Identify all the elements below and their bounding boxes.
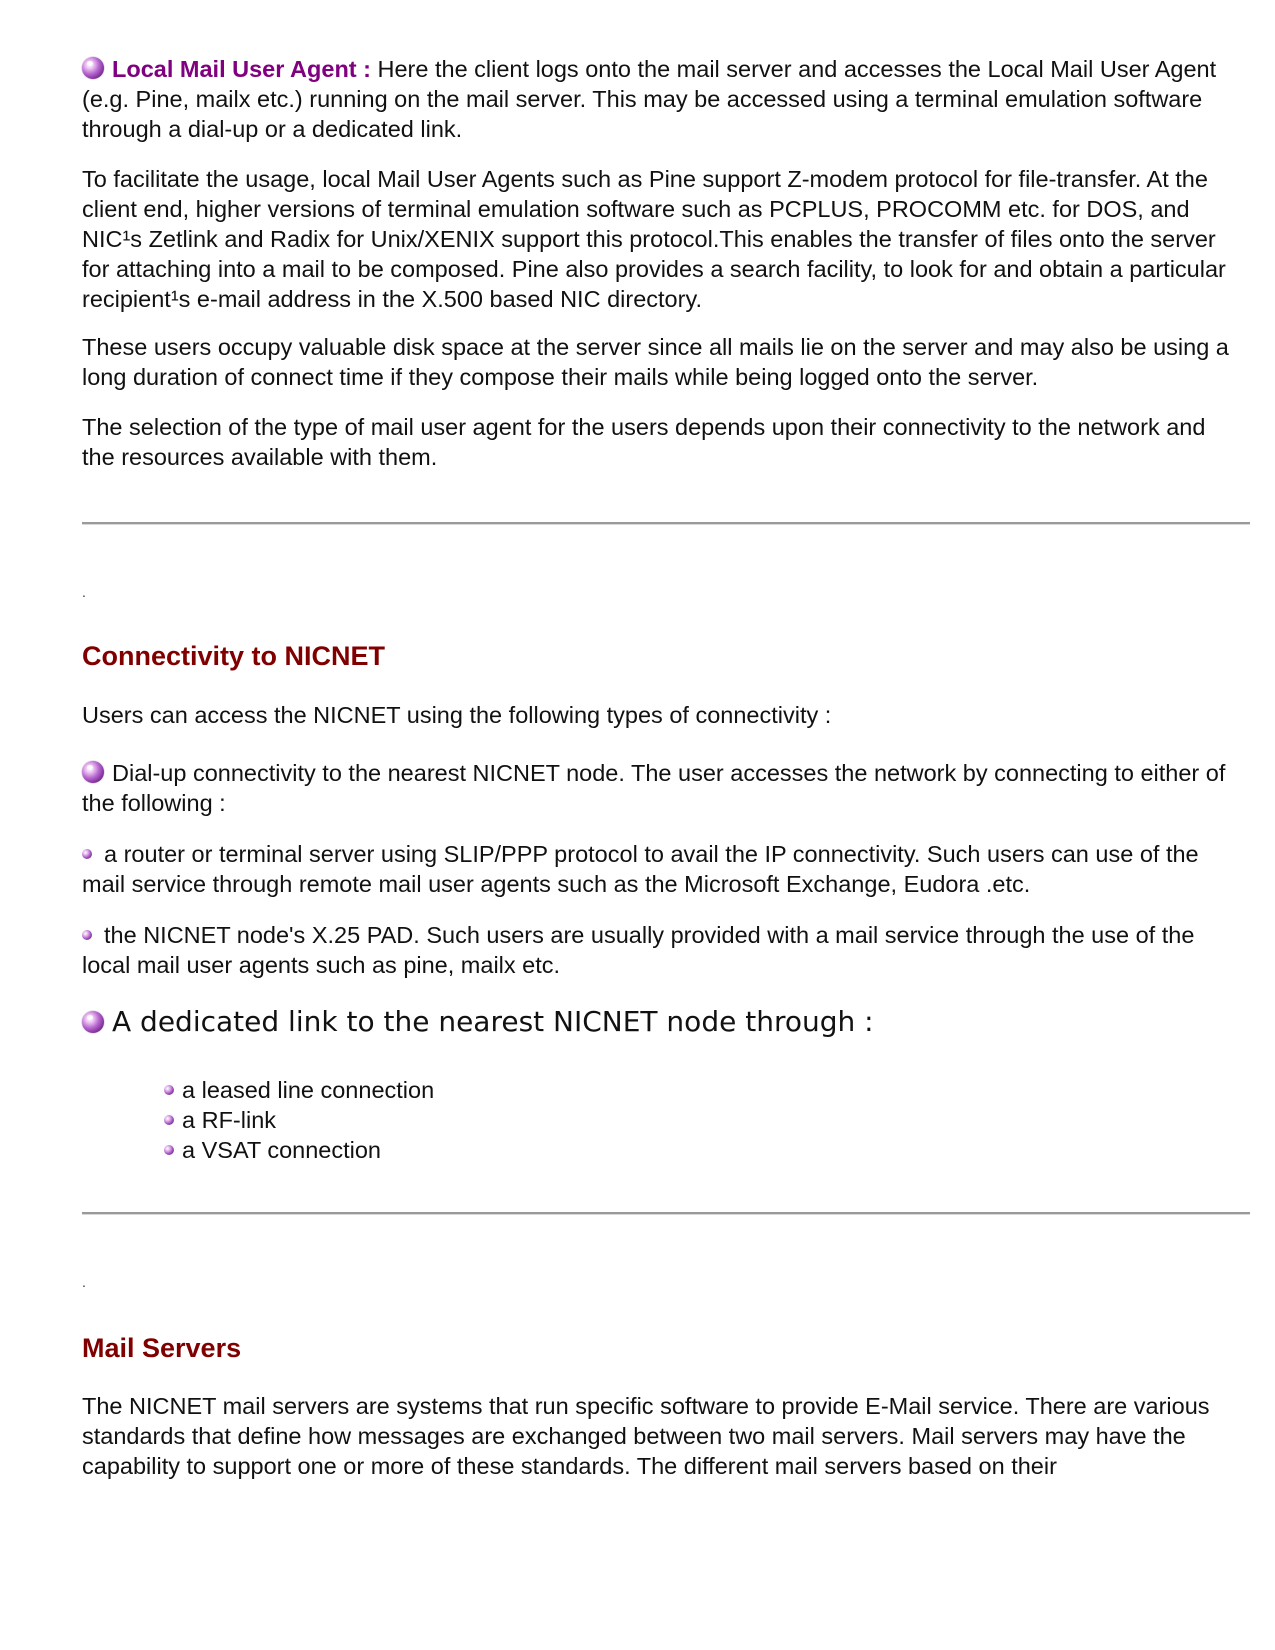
- local-mua-text: Here the client logs onto the mail server and accesses the Local Mail User Agent (e.g. Pine, mailx etc.) running on the mail server. This may be accessed using a terminal emulation software through a dial-up or a dedicated link.: [82, 56, 1217, 142]
- dialup-text: Dial-up connectivity to the nearest NICNET node. The user accesses the network by connecting to either of the following :: [82, 760, 1226, 816]
- pad-option-text: the NICNET node's X.25 PAD. Such users are usually provided with a mail service through the use of the local mail user agents such as pine, mailx etc.: [82, 922, 1195, 978]
- purple-dot-bullet-icon: [164, 1115, 174, 1125]
- separator-mark: .: [82, 584, 86, 600]
- list-item-text: a leased line connection: [182, 1077, 435, 1103]
- list-item-text: a RF-link: [182, 1107, 277, 1133]
- horizontal-rule: [82, 1212, 1250, 1215]
- purple-ball-bullet-icon: [82, 1011, 104, 1033]
- local-mua-label: Local Mail User Agent :: [112, 56, 371, 82]
- connectivity-heading: Connectivity to NICNET: [82, 641, 386, 671]
- local-mua-paragraph: [82, 54, 1242, 144]
- purple-dot-bullet-icon: [82, 849, 92, 859]
- router-option-text: a router or terminal server using SLIP/PPP protocol to avail the IP connectivity. Such users can use of the mail service through remote mail user agents such as the Microsoft Exchange, Eudora .etc.: [82, 841, 1199, 897]
- disk-space-paragraph: These users occupy valuable disk space at the server since all mails lie on the server and may also be using a long duration of connect time if they compose their mails while being logged onto the server.: [82, 334, 1229, 390]
- list-item-text: a VSAT connection: [182, 1137, 382, 1163]
- separator-mark: .: [82, 1274, 86, 1290]
- purple-dot-bullet-icon: [164, 1145, 174, 1155]
- pad-option-paragraph: [82, 920, 1242, 980]
- mua-selection-paragraph: The selection of the type of mail user agent for the users depends upon their connectivity to the network and the resources available with them.: [82, 414, 1206, 470]
- purple-dot-bullet-icon: [164, 1085, 174, 1095]
- dialup-paragraph: [82, 758, 1242, 818]
- purple-dot-bullet-icon: [82, 930, 92, 940]
- dedicated-link-text: A dedicated link to the nearest NICNET node through :: [112, 1005, 874, 1038]
- list-item: [164, 1075, 434, 1105]
- list-item: [164, 1135, 434, 1165]
- router-option-paragraph: [82, 839, 1242, 899]
- zmodem-paragraph: To facilitate the usage, local Mail User Agents such as Pine support Z-modem protocol for file-transfer. At the client end, higher versions of terminal emulation software such as PCPLUS, PROCOMM etc. for DOS, and NIC¹s Zetlink and Radix for Unix/XENIX support this protocol.This enables the transfer of files onto the server for attaching into a mail to be composed. Pine also provides a search facility, to look for and obtain a particular recipient¹s e-mail address in the X.500 based NIC directory.: [82, 166, 1226, 312]
- mail-servers-paragraph: The NICNET mail servers are systems that run specific software to provide E-Mail service. There are various standards that define how messages are exchanged between two mail servers. Mail servers may have the capability to support one or more of these standards. The different mail servers based on their: [82, 1393, 1210, 1479]
- dedicated-link-line: [82, 1005, 874, 1039]
- dedicated-options-list: [164, 1075, 434, 1165]
- connectivity-intro: Users can access the NICNET using the following types of connectivity :: [82, 702, 832, 728]
- horizontal-rule: [82, 522, 1250, 525]
- mail-servers-heading: Mail Servers: [82, 1333, 242, 1363]
- list-item: [164, 1105, 434, 1135]
- purple-ball-bullet-icon: [82, 761, 104, 783]
- purple-ball-bullet-icon: [82, 57, 104, 79]
